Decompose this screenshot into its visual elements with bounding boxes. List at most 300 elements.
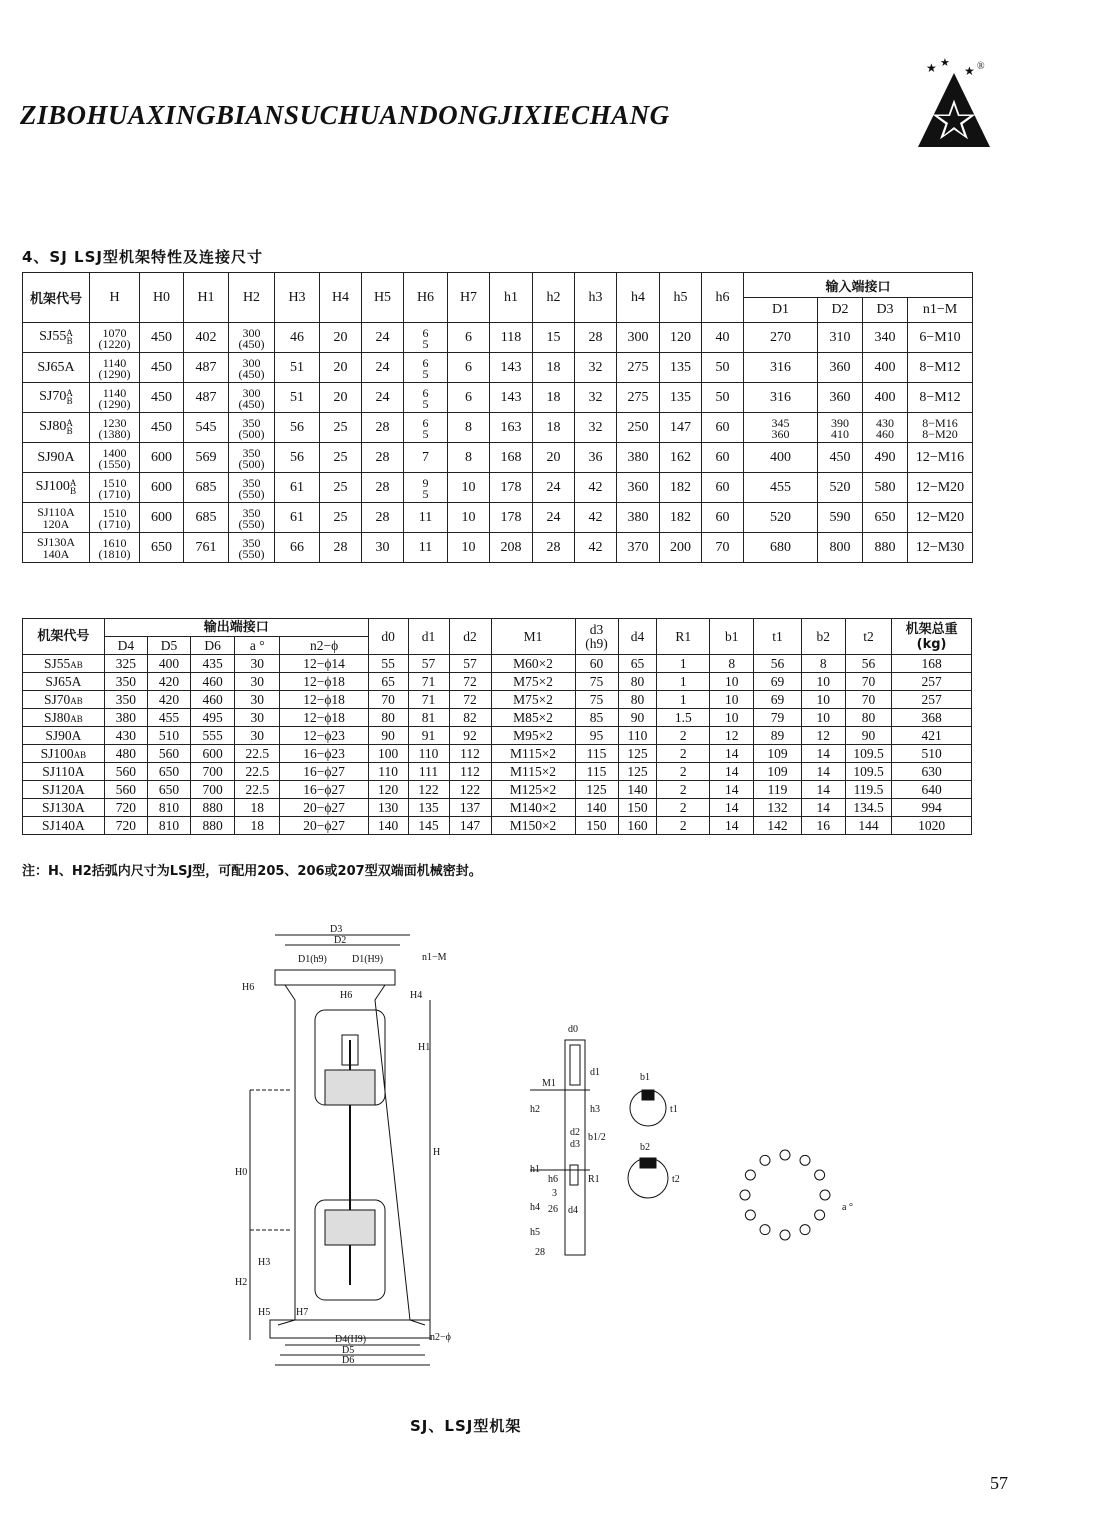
table-row [23,503,973,533]
table-cell [90,383,140,413]
table-cell: 28 [362,413,404,443]
col-header: h6 [702,273,744,323]
table-cell: 10 [448,503,490,533]
table-cell: 36 [575,443,617,473]
table-cell: 109.5 [845,745,891,763]
table-cell [90,413,140,443]
dim-label: H2 [235,1277,248,1288]
table-cell: 42 [575,503,617,533]
table-cell: 135 [660,383,702,413]
table-cell: 257 [892,673,972,691]
col-header: h3 [575,273,617,323]
table-cell: 650 [147,763,190,781]
frame-code: SJ80 [39,419,67,435]
table-cell: 15 [533,323,575,353]
table-cell: 118 [490,323,533,353]
key-label: t1 [670,1104,678,1115]
table-cell: 14 [710,763,754,781]
col-header: h2 [533,273,575,323]
table-cell: 178 [490,503,533,533]
col-header: H3 [275,273,320,323]
col-header: D4 [104,637,147,655]
table-cell: 10 [710,691,754,709]
table-cell: 2 [657,745,710,763]
code-variant-a: A [66,388,73,399]
table-cell: 92 [449,727,491,745]
stacked-values [98,325,131,351]
table-cell: 69 [754,673,801,691]
table-cell: 72 [449,673,491,691]
table-cell: 600 [140,443,184,473]
table-cell: 510 [892,745,972,763]
table-cell: 270 [744,323,818,353]
table-cell: M150×2 [491,817,575,835]
table-cell: 25 [320,503,362,533]
stacked-values [238,535,265,561]
table-cell [90,323,140,353]
table-cell: 8 [710,655,754,673]
table-cell: 435 [191,655,235,673]
table-cell: 24 [362,323,404,353]
table-cell: 420 [147,673,190,691]
table-cell: 14 [801,781,845,799]
row-code-cell [23,763,105,781]
stacked-values [98,505,131,531]
table-cell: 79 [754,709,801,727]
table-row [23,413,973,443]
table-cell: 12−ϕ18 [280,709,368,727]
table-cell: 60 [702,473,744,503]
table-cell: 71 [408,673,449,691]
table-cell: 22.5 [235,745,280,763]
table-cell: 110 [368,763,408,781]
table-cell: 400 [744,443,818,473]
table-cell: 80 [845,709,891,727]
dim-label: H6 [242,982,255,993]
col-header: t1 [754,619,801,655]
table-cell: 402 [184,323,229,353]
shaft-label: h6 [548,1174,558,1185]
table-cell: 12−M16 [908,443,973,473]
stacked-values [238,385,265,411]
table-cell: 370 [617,533,660,563]
table-cell: 16−ϕ23 [280,745,368,763]
table-cell: 70 [845,691,891,709]
code-variant-a: A [73,749,81,760]
table-cell: 580 [863,473,908,503]
table-cell [229,473,275,503]
table-cell: 10 [801,709,845,727]
table-cell: 460 [191,673,235,691]
input-group-header: 输入端接口 [744,273,973,298]
col-header: b1 [710,619,754,655]
table-row [23,745,972,763]
table-cell: 275 [617,353,660,383]
table-cell: 144 [845,817,891,835]
table-row [23,763,972,781]
code-variant-b: B [76,695,83,706]
stacked-value: 6 [422,415,429,430]
bolt-hole [800,1155,810,1165]
table-cell: 160 [618,817,657,835]
table-note: 注：H、H2括弧内尺寸为LSJ型，可配用205、206或207型双端面机械密封。 [22,864,482,879]
frame-code: SJ110A [37,504,75,519]
table-cell: 590 [818,503,863,533]
table-cell: 600 [140,473,184,503]
table-row [23,673,972,691]
stacked-values [422,415,429,441]
table-cell: 800 [818,533,863,563]
table-cell: 28 [575,323,617,353]
table-cell: 10 [448,533,490,563]
frame-code: SJ130A [42,800,85,815]
table-cell: 16−ϕ27 [280,763,368,781]
table-cell: 360 [818,353,863,383]
table-cell: 16 [801,817,845,835]
table-cell: 6 [448,383,490,413]
table-cell: 14 [710,781,754,799]
table-cell: 24 [362,353,404,383]
table-cell: 650 [863,503,908,533]
table-cell: 56 [754,655,801,673]
code-variant-a: A [70,695,77,706]
stacked-value: 350 [242,415,261,430]
table-cell: M115×2 [491,763,575,781]
table-cell: 28 [533,533,575,563]
stacked-value: 1230 [102,415,127,430]
table-cell [404,323,448,353]
key-label: b1 [640,1072,650,1083]
frame-code: SJ90A [45,728,82,743]
frame-outline [250,970,430,1338]
table-cell [229,443,275,473]
stacked-value: (1710) [98,516,131,531]
dim-label: H6 [340,990,353,1001]
col-header: H1 [184,273,229,323]
table-cell: 545 [184,413,229,443]
dim-label: H3 [258,1257,271,1268]
output-group-header: 输出端接口 [104,619,368,637]
table-cell: 1.5 [657,709,710,727]
table-cell: 2 [657,817,710,835]
table-cell: 12−ϕ18 [280,673,368,691]
stacked-value: 6 [422,355,429,370]
row-code-cell [23,533,90,563]
table-cell: 14 [710,799,754,817]
frame-code: SJ55 [44,656,71,671]
table-cell: 560 [104,781,147,799]
code-variant-stack [66,389,73,405]
code-variant-b: B [66,426,73,437]
code-variant-b: B [70,486,77,497]
table-cell: 569 [184,443,229,473]
table-cell: 340 [863,323,908,353]
table-cell: 75 [575,691,618,709]
table-cell: 122 [408,781,449,799]
stacked-value: 350 [242,505,261,520]
stacked-value: 1610 [102,535,127,550]
table-cell: 90 [845,727,891,745]
table-cell: 487 [184,383,229,413]
col-header: n2−ϕ [280,637,368,655]
d3-header [575,619,618,655]
col-header: M1 [491,619,575,655]
code-variant-stack [70,660,83,670]
table-cell [229,323,275,353]
table-cell: 75 [575,673,618,691]
table-cell: 25 [320,443,362,473]
table-cell: 81 [408,709,449,727]
dim-label: n1−M [422,952,447,963]
table-cell: 110 [618,727,657,745]
table-cell: 28 [362,473,404,503]
table-cell: 450 [818,443,863,473]
svg-text:®: ® [977,61,985,72]
stacked-values [422,385,429,411]
table-cell: 70 [845,673,891,691]
code-header: 机架代号 [23,619,105,655]
stacked-value: (1380) [98,426,131,441]
table-cell: 685 [184,473,229,503]
stacked-values [98,475,131,501]
table-cell: 460 [191,691,235,709]
table-cell: 65 [618,655,657,673]
frame-dimensions-table [22,272,973,563]
table-cell: 310 [818,323,863,353]
row-code-cell [23,473,90,503]
stacked-values [422,475,429,501]
stacked-values [876,415,894,441]
table-cell: 1 [657,655,710,673]
stacked-value: 300 [242,385,261,400]
frame-code: SJ100 [35,479,70,495]
table-cell: 10 [448,473,490,503]
table-cell: 111 [408,763,449,781]
table-cell: 70 [368,691,408,709]
stacked-value: (1710) [98,486,131,501]
stacked-value: 1140 [102,385,127,400]
table-cell: 10 [710,673,754,691]
table-cell: 630 [892,763,972,781]
table-cell: 140 [575,799,618,817]
angle-label: a ° [842,1202,853,1213]
shaft-label: d2 [570,1127,580,1138]
table-cell: 720 [104,817,147,835]
bolt-hole [780,1150,790,1160]
stacked-values [238,475,265,501]
table-cell: 69 [754,691,801,709]
output-dimensions-table [22,618,972,835]
col-header: d4 [618,619,657,655]
table-cell: 90 [368,727,408,745]
table-cell: 110 [408,745,449,763]
table-cell: 8 [448,443,490,473]
table-cell: 490 [863,443,908,473]
table-cell: 72 [449,691,491,709]
bolt-hole [780,1230,790,1240]
table-cell: 450 [140,323,184,353]
shaft-detail [530,1040,590,1255]
table-cell: 2 [657,727,710,745]
table-cell: 520 [818,473,863,503]
table-cell: 82 [449,709,491,727]
table-cell: 56 [845,655,891,673]
table-cell: 6 [448,353,490,383]
shaft-label: h2 [530,1104,540,1115]
table-cell: 400 [147,655,190,673]
table-cell: 12−ϕ23 [280,727,368,745]
table-cell: M95×2 [491,727,575,745]
col-header: d2 [449,619,491,655]
table-cell: 28 [320,533,362,563]
table-row [23,443,973,473]
table-cell [908,413,973,443]
col-header: H [90,273,140,323]
table-cell [404,473,448,503]
shaft-label: d4 [568,1205,578,1216]
col-header: d0 [368,619,408,655]
table-cell: 30 [235,655,280,673]
code-variant-stack [70,714,83,724]
table-cell [818,413,863,443]
table-cell: 100 [368,745,408,763]
col-header: D6 [191,637,235,655]
table-cell: 140 [618,781,657,799]
table-cell: 145 [408,817,449,835]
table-cell [229,353,275,383]
table-cell: 178 [490,473,533,503]
stacked-value: 390 [831,415,849,430]
table-cell: 109 [754,763,801,781]
table-cell: 60 [702,413,744,443]
table-cell [229,533,275,563]
col-header: h1 [490,273,533,323]
table-cell [229,503,275,533]
table-cell: 71 [408,691,449,709]
table-cell: 91 [408,727,449,745]
table-row [23,709,972,727]
table-cell: 700 [191,781,235,799]
table-cell: 20 [320,383,362,413]
row-code-cell [23,799,105,817]
output-table-body [23,655,972,835]
table-cell: 14 [801,799,845,817]
stacked-value: 6 [422,385,429,400]
shaft-label: d3 [570,1139,580,1150]
frame-code: SJ120A [42,782,85,797]
bolt-hole [740,1190,750,1200]
table-cell: M75×2 [491,673,575,691]
table-cell: 115 [575,763,618,781]
table-cell: 50 [702,353,744,383]
stacked-value: 8−M20 [922,426,958,441]
frame-code: SJ70 [44,692,71,707]
stacked-value: 345 [771,415,790,430]
table-cell: 135 [660,353,702,383]
table-cell: 147 [449,817,491,835]
code-variant-stack [66,419,73,435]
table-cell: 56 [275,443,320,473]
table-cell: 12−M20 [908,473,973,503]
table-cell: 16−ϕ27 [280,781,368,799]
table-cell: M85×2 [491,709,575,727]
table-cell: 57 [408,655,449,673]
row-code-cell [23,655,105,673]
table-cell: 560 [147,745,190,763]
bolt-hole [760,1155,770,1165]
table-cell: 720 [104,799,147,817]
table-cell: 137 [449,799,491,817]
table-cell: 80 [618,673,657,691]
table-cell: 119.5 [845,781,891,799]
table-cell: M125×2 [491,781,575,799]
col-header: d1 [408,619,449,655]
frame-code: SJ100 [40,746,74,761]
dim-label: H5 [258,1307,271,1318]
dim-label: D5 [342,1345,355,1356]
weight-header-line: 机架总重 [905,621,958,637]
table-row [23,353,973,383]
table-cell: 168 [490,443,533,473]
table-cell [90,533,140,563]
table-row [23,691,972,709]
col-header: R1 [657,619,710,655]
code-variant-a: A [66,328,73,339]
table-cell: 560 [104,763,147,781]
code-header: 机架代号 [23,273,90,323]
table-cell: 700 [191,763,235,781]
table-cell [863,413,908,443]
table-cell: 200 [660,533,702,563]
shaft-label: 3 [552,1188,557,1199]
table-cell: 650 [147,781,190,799]
svg-text:★: ★ [964,64,975,78]
stacked-value: (1550) [98,456,131,471]
bolt-hole [745,1170,755,1180]
table-cell: 520 [744,503,818,533]
frame-code: SJ80 [44,710,71,725]
stacked-value: (550) [238,486,265,501]
table-row [23,383,973,413]
frame-code: SJ130A [36,534,75,549]
stacked-value: 350 [242,535,261,550]
table-cell: 420 [147,691,190,709]
row-code-cell [23,691,105,709]
dim-label: H0 [235,1167,248,1178]
row-code-cell [23,727,105,745]
stacked-value: (1290) [98,366,131,381]
table-cell: 495 [191,709,235,727]
table-cell: 150 [618,799,657,817]
stacked-value: 360 [771,426,790,441]
table-cell: 487 [184,353,229,383]
bolt-hole [745,1210,755,1220]
dim-label: D6 [342,1355,355,1366]
table-cell: 55 [368,655,408,673]
shaft-label: h1 [530,1164,540,1175]
table-cell: 316 [744,383,818,413]
table-cell: 455 [744,473,818,503]
table-cell: 685 [184,503,229,533]
code-variant-b: B [80,749,87,760]
stacked-values [98,385,131,411]
dim-label: H [433,1147,441,1158]
table-cell: 208 [490,533,533,563]
table-cell [229,383,275,413]
table-cell: 66 [275,533,320,563]
dim-label: D4(H9) [335,1334,367,1345]
stacked-values [922,415,958,441]
